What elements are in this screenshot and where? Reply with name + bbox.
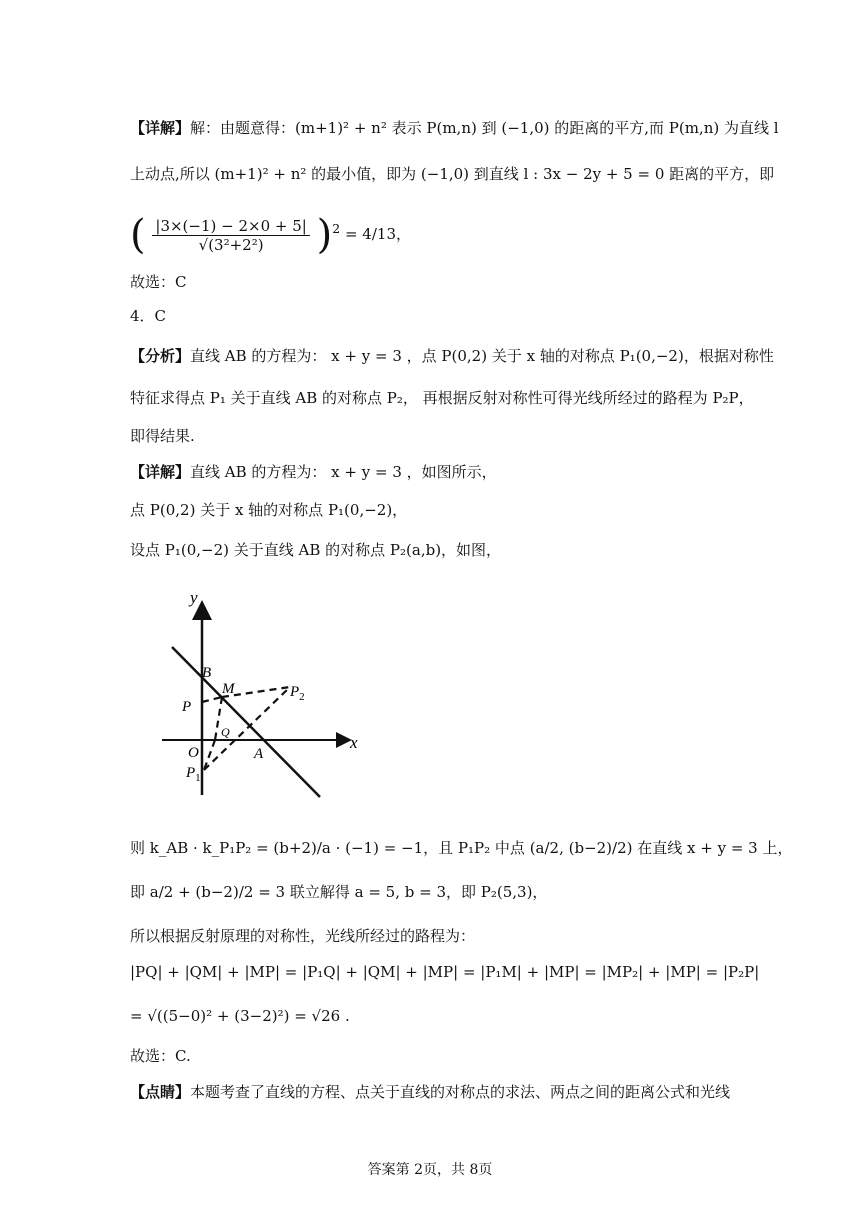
segment-p-m: [202, 697, 222, 702]
distance-formula: ( $\frac{|3\times(-1) - 2\times 0 + 5|}{\text{√(3²+2²)}}$ )$^2$ = 4/13，: [130, 212, 411, 258]
detail4-line-6: 所以根据反射原理的对称性，光线所经过的路程为：: [130, 927, 476, 945]
label-o: O: [188, 745, 199, 761]
segment-q-p1: [204, 740, 215, 770]
detail-line-1: [130, 118, 779, 138]
question-number: 4．C: [130, 307, 167, 325]
detail-tag: 【详解】: [130, 119, 191, 137]
detail4-line-5: 即 a/2 + (b−2)/2 = 3 联立解得 a = 5, b = 3，即 P₂(5,3)，: [130, 883, 548, 901]
geometry-figure: [160, 585, 400, 815]
label-b: B: [202, 665, 212, 681]
detail4-line-4: 则 k_AB · k_P₁P₂ = (b+2)/a · (−1) = −1，且 P₁P₂ 中点 (a/2, (b−2)/2) 在直线 x + y = 3 上，: [130, 839, 793, 857]
label-x: x: [350, 733, 358, 752]
detail4-line-3: 设点 P₁(0,−2) 关于直线 AB 的对称点 P₂(a,b)，如图，: [130, 541, 502, 559]
detail4-line-8: = √((5−0)² + (3−2)²) = √26 .: [130, 1007, 350, 1025]
analysis-line-2: 特征求得点 P₁ 关于直线 AB 的对称点 P₂， 再根据反射对称性可得光线所经过的路程为 P₂P，: [130, 389, 754, 407]
analysis-line-1: 【分析】直线 AB 的方程为： x + y = 3 ，点 P(0,2) 关于 x 轴的对称点 P₁(0,−2)，根据对称性: [130, 347, 774, 365]
choice-line: 故选：C: [130, 273, 187, 291]
detail-text-1: 解：由题意得：(m+1)² + n² 表示 P(m,n) 到 (−1,0) 的距离的平方,而 P(m,n) 为直线 l: [190, 119, 779, 137]
distance-result: = 4/13，: [344, 225, 411, 243]
detail-line-2: 上动点,所以 (m+1)² + n² 的最小值，即为 (−1,0) 到直线 l : 3x − 2y + 5 = 0 距离的平方，即: [130, 165, 775, 183]
label-a: A: [254, 746, 264, 762]
label-m: M: [222, 681, 235, 697]
detail4-line-7: |PQ| + |QM| + |MP| = |P₁Q| + |QM| + |MP| = |P₁M| + |MP| = |MP₂| + |MP| = |P₂P|: [130, 963, 760, 981]
distance-fraction: $\frac{|3\times(-1) - 2\times 0 + 5|}{\text{√(3²+2²)}}$: [152, 217, 309, 254]
comment-line: 【点睛】本题考查了直线的方程、点关于直线的对称点的求法、两点之间的距离公式和光线: [130, 1083, 731, 1101]
label-p2: $P_2$: [290, 684, 305, 703]
analysis-line-3: 即得结果.: [130, 427, 195, 445]
choice-line-2: 故选：C.: [130, 1047, 191, 1065]
label-p: P: [182, 699, 192, 715]
comment-tag: 【点睛】: [130, 1083, 191, 1101]
analysis-tag: 【分析】: [130, 347, 191, 365]
label-y: y: [190, 588, 198, 607]
label-p1: $P_1$: [186, 765, 201, 784]
detail4-tag: 【详解】: [130, 463, 191, 481]
detail4-line-2: 点 P(0,2) 关于 x 轴的对称点 P₁(0,−2)，: [130, 501, 408, 519]
page-footer: 答案第 2页，共 8页: [367, 1162, 493, 1178]
segment-p1-p2: [204, 687, 290, 770]
label-q: Q: [221, 725, 230, 739]
detail4-line-1: 【详解】直线 AB 的方程为： x + y = 3 ，如图所示，: [130, 463, 497, 481]
